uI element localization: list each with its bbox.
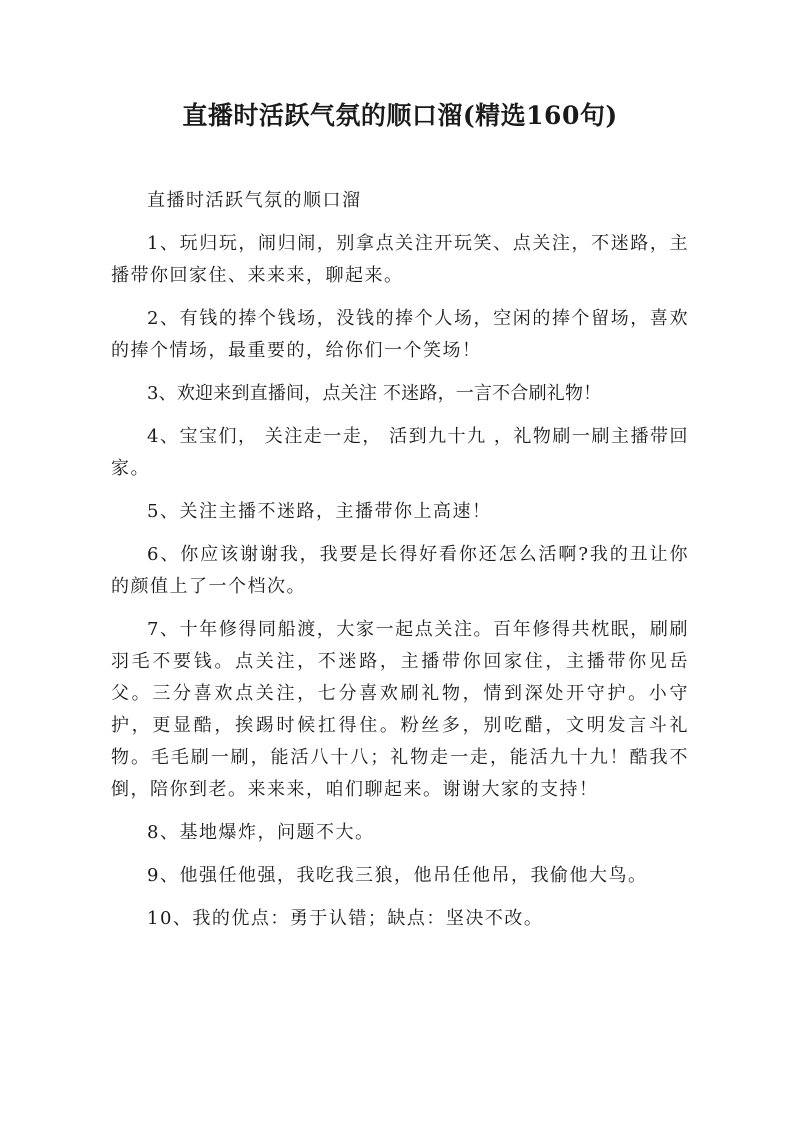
- list-item-3: 3、欢迎来到直播间，点关注 不迷路，一言不合刷礼物！: [147, 383, 602, 404]
- list-item-4: 4、宝宝们， 关注走一走， 活到九十九 ，礼物刷一刷主播带回家。: [111, 426, 689, 479]
- list-item-2: 2、有钱的捧个钱场，没钱的捧个人场，空闲的捧个留场，喜欢的捧个情场，最重要的，给你们一个笑场！: [111, 308, 689, 361]
- list-item-1: 1、玩归玩，闹归闹，别拿点关注开玩笑、点关注，不迷路，主播带你回家住、来来来，聊起来。: [111, 233, 689, 286]
- list-item-5: 5、关注主播不迷路，主播带你上高速！: [147, 501, 492, 522]
- list-item-6: 6、你应该谢谢我，我要是长得好看你还怎么活啊?我的丑让你的颜值上了一个档次。: [111, 544, 689, 597]
- document-title: 直播时活跃气氛的顺口溜(精选160句): [182, 101, 618, 130]
- list-item-7: 7、十年修得同船渡，大家一起点关注。百年修得共枕眠，刷刷羽毛不要钱。点关注，不迷路，主播带你回家住，主播带你见岳父。三分喜欢点关注，七分喜欢刷礼物，情到深处开守护。小守护，更显酷，挨踢时候扛得住。粉丝多，别吃醋，文明发言斗礼物。毛毛刷一刷，能活八十八；礼物走一走，能活九十九！酷我不倒，陪你到老。来来来，咱们聊起来。谢谢大家的支持！: [111, 619, 689, 800]
- document-body: [111, 185, 689, 946]
- subheading: 直播时活跃气氛的顺口溜: [147, 190, 362, 211]
- list-item-9: 9、他强任他强，我吃我三狼，他吊任他吊，我偷他大鸟。: [147, 865, 648, 886]
- list-item-8: 8、基地爆炸，问题不大。: [147, 822, 375, 843]
- list-item-10: 10、我的优点：勇于认错；缺点：坚决不改。: [147, 908, 544, 929]
